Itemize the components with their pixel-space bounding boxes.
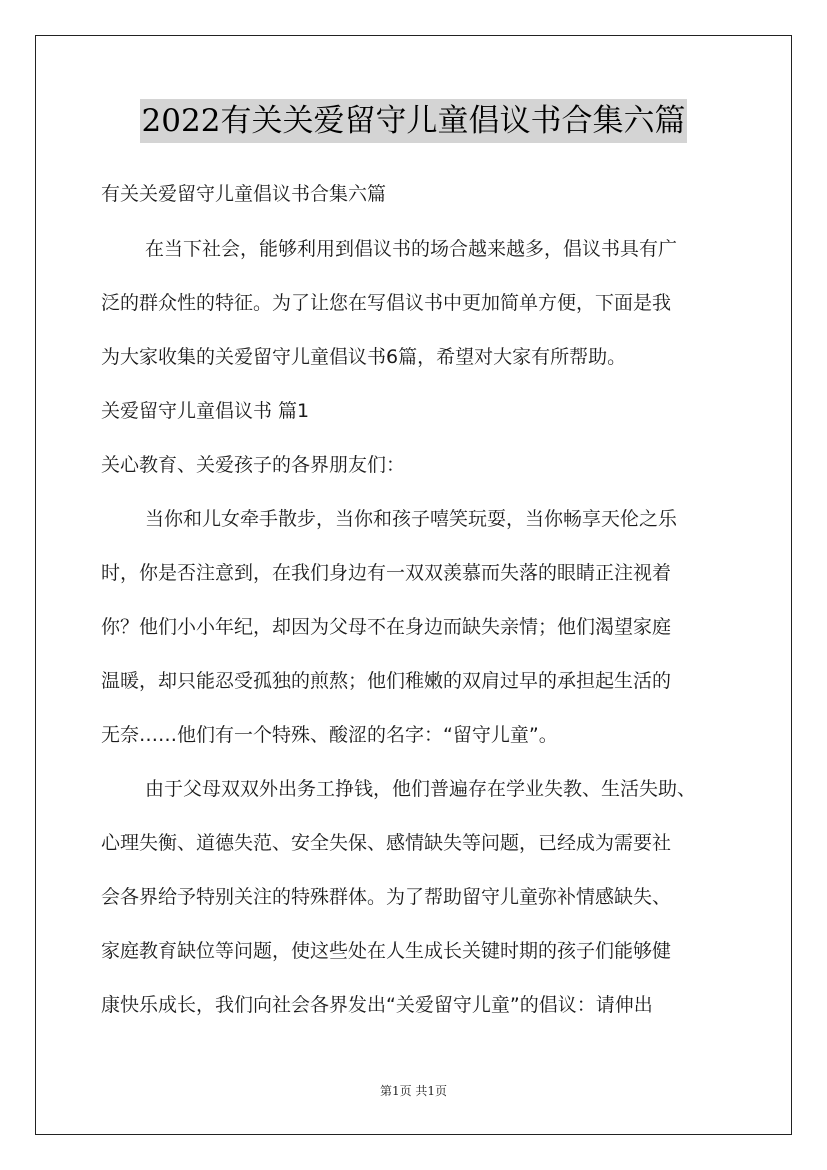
- paragraph-line: 泛的群众性的特征。为了让您在写倡议书中更加简单方便，下面是我: [101, 292, 672, 314]
- paragraph-line: 时，你是否注意到，在我们身边有一双双羡慕而失落的眼睛正注视着: [101, 562, 672, 584]
- paragraph-line: 在当下社会，能够利用到倡议书的场合越来越多，倡议书具有广: [145, 238, 678, 260]
- paragraph-line: 你？他们小小年纪，却因为父母不在身边而缺失亲情；他们渴望家庭: [101, 616, 672, 638]
- paragraph-line: 当你和儿女牵手散步，当你和孩子嘻笑玩耍，当你畅享天伦之乐: [145, 508, 678, 530]
- document-title: 2022有关关爱留守儿童倡议书合集六篇: [140, 99, 688, 143]
- paragraph-line: 由于父母双双外出务工挣钱，他们普遍存在学业失教、生活失助、: [145, 778, 697, 800]
- subtitle-line: 有关关爱留守儿童倡议书合集六篇: [101, 183, 387, 205]
- paragraph-line: 无奈……他们有一个特殊、酸涩的名字：“留守儿童”。: [101, 724, 558, 746]
- page-footer: 第1页 共1页: [379, 1084, 448, 1098]
- paragraph-line: 会各界给予特别关注的特殊群体。为了帮助留守儿童弥补情感缺失、: [101, 886, 672, 908]
- paragraph-line: 家庭教育缺位等问题，使这些处在人生成长关键时期的孩子们能够健: [101, 940, 672, 962]
- paragraph-line: 为大家收集的关爱留守儿童倡议书6篇，希望对大家有所帮助。: [101, 346, 627, 368]
- salutation-line: 关心教育、关爱孩子的各界朋友们：: [101, 454, 406, 476]
- section-heading: 关爱留守儿童倡议书 篇1: [101, 400, 310, 422]
- paragraph-line: 康快乐成长，我们向社会各界发出“关爱留守儿童”的倡议：请伸出: [101, 994, 653, 1016]
- title-container: [0, 99, 827, 143]
- paragraph-line: 心理失衡、道德失范、安全失保、感情缺失等问题，已经成为需要社: [101, 832, 672, 854]
- paragraph-line: 温暖，却只能忍受孤独的煎熬；他们稚嫩的双肩过早的承担起生活的: [101, 670, 672, 692]
